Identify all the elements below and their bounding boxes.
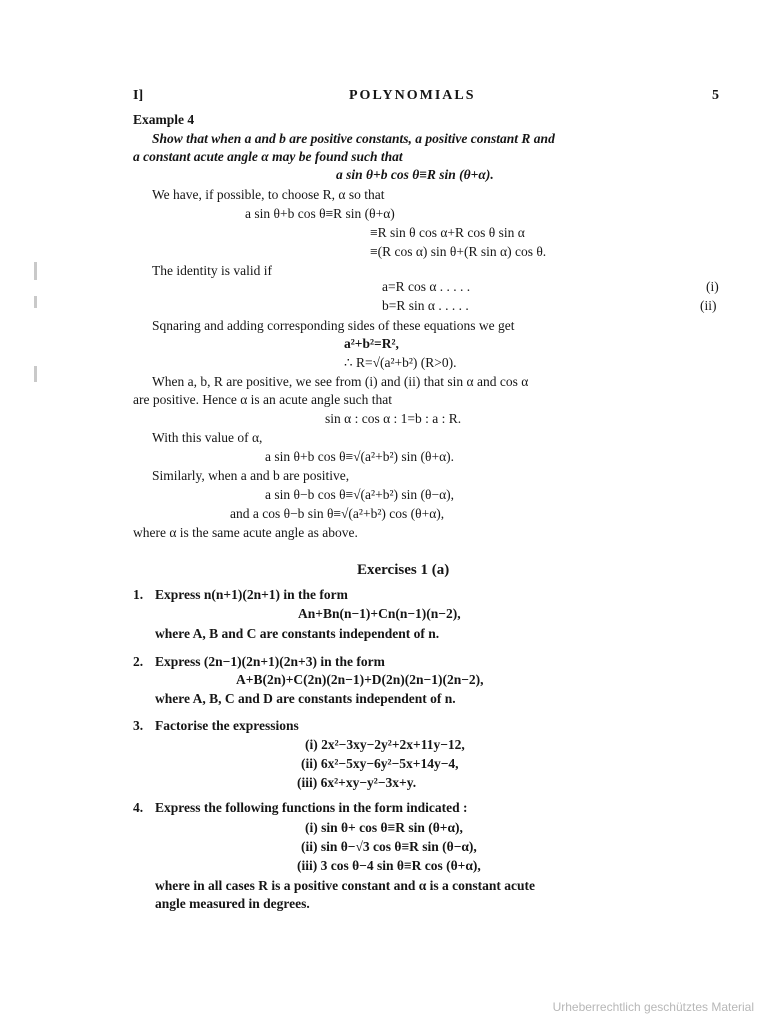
exercise-equation: (iii) 6x²+xy−y²−3x+y. (297, 775, 417, 790)
example-statement-equation: a sin θ+b cos θ≡R sin (θ+α). (336, 167, 494, 182)
margin-mark (34, 262, 37, 280)
copyright-watermark: Urheberrechtlich geschütztes Material (552, 1000, 754, 1014)
equation-line: a=R cos α . . . . . (382, 279, 471, 294)
equation-line: ≡(R cos α) sin θ+(R sin α) cos θ. (370, 244, 547, 259)
body-line: When a, b, R are positive, we see from (i) and (ii) that sin α and cos α (152, 374, 529, 389)
example-statement-line: a constant acute angle α may be found such that (133, 149, 403, 164)
body-line: With this value of α, (152, 430, 263, 445)
exercise-equation: (ii) 6x²−5xy−6y²−5x+14y−4, (301, 756, 459, 771)
body-line: are positive. Hence α is an acute angle such that (133, 392, 392, 407)
body-line: The identity is valid if (152, 263, 272, 278)
exercise-note: where A, B, C and D are constants independent of n. (155, 691, 456, 706)
equation-line: a sin θ+b cos θ≡√(a²+b²) sin (θ+α). (265, 449, 455, 464)
equation-line: a sin θ−b cos θ≡√(a²+b²) sin (θ−α), (265, 487, 455, 502)
chapter-number: I] (133, 88, 144, 103)
exercise-number: 4. (133, 800, 144, 815)
exercise-equation: (i) sin θ+ cos θ≡R sin (θ+α), (305, 820, 463, 835)
exercise-note: angle measured in degrees. (155, 896, 310, 911)
body-line: Sqnaring and adding corresponding sides of these equations we get (152, 318, 515, 333)
equation-label: (i) (706, 279, 719, 294)
exercise-number: 2. (133, 654, 144, 669)
exercises-heading: Exercises 1 (a) (357, 562, 450, 578)
equation-label: (ii) (700, 298, 717, 313)
exercise-text: Express n(n+1)(2n+1) in the form (155, 587, 348, 602)
equation-line: b=R sin α . . . . . (382, 298, 469, 313)
body-line: where α is the same acute angle as above. (133, 525, 358, 540)
example-statement-line: Show that when a and b are positive constants, a positive constant R and (152, 131, 555, 146)
exercise-text: Factorise the expressions (155, 718, 299, 733)
equation-line: ≡R sin θ cos α+R cos θ sin α (370, 225, 525, 240)
equation-line: and a cos θ−b sin θ≡√(a²+b²) cos (θ+α), (230, 506, 445, 521)
exercise-equation: (iii) 3 cos θ−4 sin θ≡R cos (θ+α), (297, 858, 481, 873)
margin-mark (34, 296, 37, 308)
body-line: We have, if possible, to choose R, α so that (152, 187, 385, 202)
example-heading: Example 4 (133, 112, 195, 127)
equation-line: sin α : cos α : 1=b : a : R. (325, 411, 462, 426)
exercise-equation: An+Bn(n−1)+Cn(n−1)(n−2), (298, 606, 461, 621)
equation-line: a²+b²=R², (344, 336, 399, 351)
exercise-note: where A, B and C are constants independent of n. (155, 626, 440, 641)
equation-line: ∴ R=√(a²+b²) (R>0). (344, 355, 457, 370)
exercise-note: where in all cases R is a positive constant and α is a constant acute (155, 878, 536, 893)
exercise-equation: (i) 2x²−3xy−2y²+2x+11y−12, (305, 737, 465, 752)
body-line: Similarly, when a and b are positive, (152, 468, 350, 483)
exercise-number: 3. (133, 718, 144, 733)
exercise-equation: (ii) sin θ−√3 cos θ≡R sin (θ−α), (301, 839, 477, 854)
margin-mark (34, 366, 37, 382)
page-number: 5 (712, 88, 719, 103)
exercise-number: 1. (133, 587, 144, 602)
exercise-text: Express the following functions in the form indicated : (155, 800, 468, 815)
exercise-text: Express (2n−1)(2n+1)(2n+3) in the form (155, 654, 385, 669)
exercise-equation: A+B(2n)+C(2n)(2n−1)+D(2n)(2n−1)(2n−2), (236, 672, 484, 687)
page-title: POLYNOMIALS (349, 88, 476, 103)
equation-line: a sin θ+b cos θ≡R sin (θ+α) (245, 206, 395, 221)
